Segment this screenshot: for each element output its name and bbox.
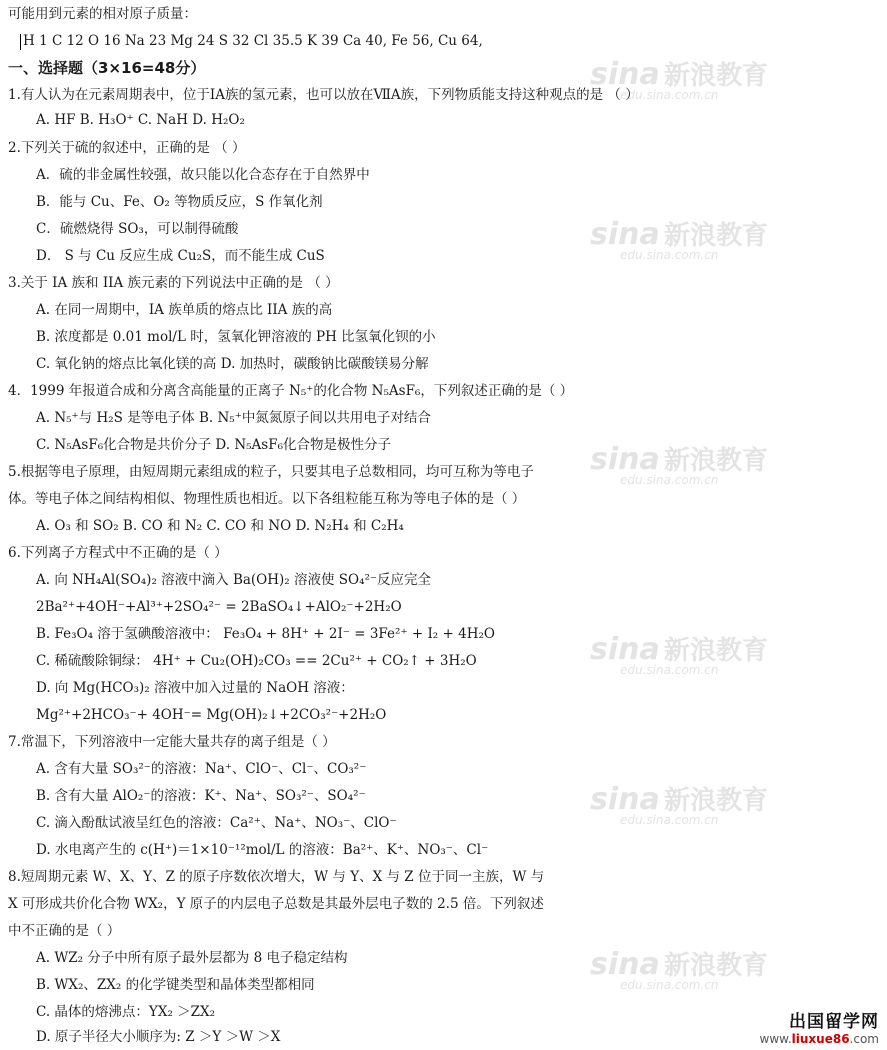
question-option: C. 稀硫酸除铜绿： 4H⁺ + Cu₂(OH)₂CO₃ == 2Cu²⁺ + CO₂↑ + 3H₂O <box>36 653 477 669</box>
question-stem: 6.下列离子方程式中不正确的是（ ） <box>8 545 228 561</box>
watermark-name: 新浪教育 <box>664 636 769 666</box>
question-option: D. 水电离产生的 c(H⁺)＝1×10⁻¹²mol/L 的溶液：Ba²⁺、K⁺、NO₃⁻、Cl⁻ <box>36 842 489 858</box>
site-url-mid: liuxue86 <box>791 1032 850 1046</box>
watermark <box>590 630 768 677</box>
question-option: C. N₅AsF₆化合物是共价分子 D. N₅AsF₆化合物是极性分子 <box>36 437 392 453</box>
question-option: B．能与 Cu、Fe、O₂ 等物质反应，S 作氧化剂 <box>36 194 323 210</box>
watermark-name: 新浪教育 <box>664 446 769 476</box>
watermark <box>590 215 768 262</box>
question-option: B. Fe₃O₄ 溶于氢碘酸溶液中： Fe₃O₄ + 8H⁺ + 2I⁻ = 3Fe²⁺ + I₂ + 4H₂O <box>36 626 495 642</box>
watermark-url: edu.sina.com.cn <box>620 473 719 487</box>
question-option: C. 晶体的熔沸点：YX₂ ＞ZX₂ <box>36 1004 216 1020</box>
question-option: A. 向 NH₄Al(SO₄)₂ 溶液中滴入 Ba(OH)₂ 溶液使 SO₄²⁻反应完全 <box>36 572 432 588</box>
question-option: C. 滴入酚酞试液呈红色的溶液：Ca²⁺、Na⁺、NO₃⁻、ClO⁻ <box>36 815 397 831</box>
watermark-brand: sina <box>590 442 660 477</box>
question-stem: 体。等电子体之间结构相似、物理性质也相近。以下各组粒能互称为等电子体的是（ ） <box>8 491 526 507</box>
site-name: 出国留学网 <box>789 1012 879 1032</box>
question-stem: 1.有人认为在元素周期表中，位于ⅠA族的氢元素，也可以放在ⅦA族，下列物质能支持这种观点的是 （ ） <box>8 87 639 103</box>
site-url-prefix: www. <box>759 1032 792 1046</box>
watermark-url: edu.sina.com.cn <box>620 978 719 992</box>
question-option: C. 氧化钠的熔点比氧化镁的高 D. 加热时，碳酸钠比碳酸镁易分解 <box>36 356 429 372</box>
atomic-mass-values: H 1 C 12 O 16 Na 23 Mg 24 S 32 Cl 35.5 K 39 Ca 40, Fe 56, Cu 64, <box>23 33 483 49</box>
question-option: A. O₃ 和 SO₂ B. CO 和 N₂ C. CO 和 NO D. N₂H₄ 和 C₂H₄ <box>36 518 404 534</box>
question-option: A. N₅⁺与 H₂S 是等电子体 B. N₅⁺中氮氮原子间以共用电子对结合 <box>36 410 431 426</box>
watermark <box>590 945 768 992</box>
watermark-brand: sina <box>590 57 660 92</box>
watermark <box>590 780 768 827</box>
watermark <box>590 440 768 487</box>
question-stem: 4．1999 年报道合成和分离含高能量的正离子 N₅⁺的化合物 N₅AsF₆，下列叙述正确的是（ ） <box>8 383 574 399</box>
watermark-name: 新浪教育 <box>664 221 769 251</box>
question-option: A. 在同一周期中，IA 族单质的熔点比 IIA 族的高 <box>36 302 333 318</box>
question-option: Mg²⁺+2HCO₃⁻+ 4OH⁻= Mg(OH)₂↓+2CO₃²⁻+2H₂O <box>36 707 387 723</box>
watermark-url: edu.sina.com.cn <box>620 663 719 677</box>
question-option: A. WZ₂ 分子中所有原子最外层都为 8 电子稳定结构 <box>36 950 348 966</box>
watermark-brand: sina <box>590 632 660 667</box>
watermark-name: 新浪教育 <box>664 61 769 91</box>
question-option: A. HF B. H₃O⁺ C. NaH D. H₂O₂ <box>36 112 245 128</box>
question-option: D. 向 Mg(HCO₃)₂ 溶液中加入过量的 NaOH 溶液： <box>36 680 354 696</box>
question-stem: X 可形成共价化合物 WX₂，Y 原子的内层电子总数是其最外层电子数的 2.5 倍。下列叙述 <box>8 896 544 912</box>
question-option: D． S 与 Cu 反应生成 Cu₂S，而不能生成 CuS <box>36 248 325 264</box>
site-logo[interactable] <box>760 1007 880 1046</box>
text-cursor <box>20 34 21 50</box>
question-stem: 3.关于 IA 族和 IIA 族元素的下列说法中正确的是 （ ） <box>8 275 339 291</box>
atomic-mass-list <box>20 31 483 51</box>
question-stem: 中不正确的是（ ） <box>8 923 121 939</box>
question-stem: 7.常温下，下列溶液中一定能大量共存的离子组是（ ） <box>8 734 336 750</box>
watermark-name: 新浪教育 <box>664 951 769 981</box>
site-url-suffix: .com <box>849 1032 879 1046</box>
question-stem: 5.根据等电子原理，由短周期元素组成的粒子，只要其电子总数相同，均可互称为等电子 <box>8 464 534 480</box>
watermark-brand: sina <box>590 782 660 817</box>
question-stem: 2.下列关于硫的叙述中，正确的是 （ ） <box>8 140 246 156</box>
watermark-brand: sina <box>590 217 660 252</box>
question-option: B. 含有大量 AlO₂⁻的溶液：K⁺、Na⁺、SO₃²⁻、SO₄²⁻ <box>36 788 366 804</box>
atomic-mass-intro: 可能用到元素的相对原子质量： <box>8 6 197 22</box>
watermark-brand: sina <box>590 947 660 982</box>
question-option: D. 原子半径大小顺序为: Z ＞Y ＞W ＞X <box>36 1029 281 1045</box>
watermark-url: edu.sina.com.cn <box>620 248 719 262</box>
question-option: A．硫的非金属性较强，故只能以化合态存在于自然界中 <box>36 167 370 183</box>
section-title: 一、选择题（3×16=48分） <box>8 59 206 77</box>
question-stem: 8.短周期元素 W、X、Y、Z 的原子序数依次增大，W 与 Y、X 与 Z 位于同一主族，W 与 <box>8 869 545 885</box>
question-option: B. 浓度都是 0.01 mol/L 时，氢氧化钾溶液的 PH 比氢氧化钡的小 <box>36 329 436 345</box>
watermark-url: edu.sina.com.cn <box>620 88 719 102</box>
question-option: C．硫燃烧得 SO₃，可以制得硫酸 <box>36 221 239 237</box>
question-option: A. 含有大量 SO₃²⁻的溶液：Na⁺、ClO⁻、Cl⁻、CO₃²⁻ <box>36 761 367 777</box>
question-option: 2Ba²⁺+4OH⁻+Al³⁺+2SO₄²⁻ = 2BaSO₄↓+AlO₂⁻+2H₂O <box>36 599 402 615</box>
watermark-url: edu.sina.com.cn <box>620 813 719 827</box>
watermark-name: 新浪教育 <box>664 786 769 816</box>
site-url <box>760 1032 880 1046</box>
question-option: B. WX₂、ZX₂ 的化学键类型和晶体类型都相同 <box>36 977 315 993</box>
